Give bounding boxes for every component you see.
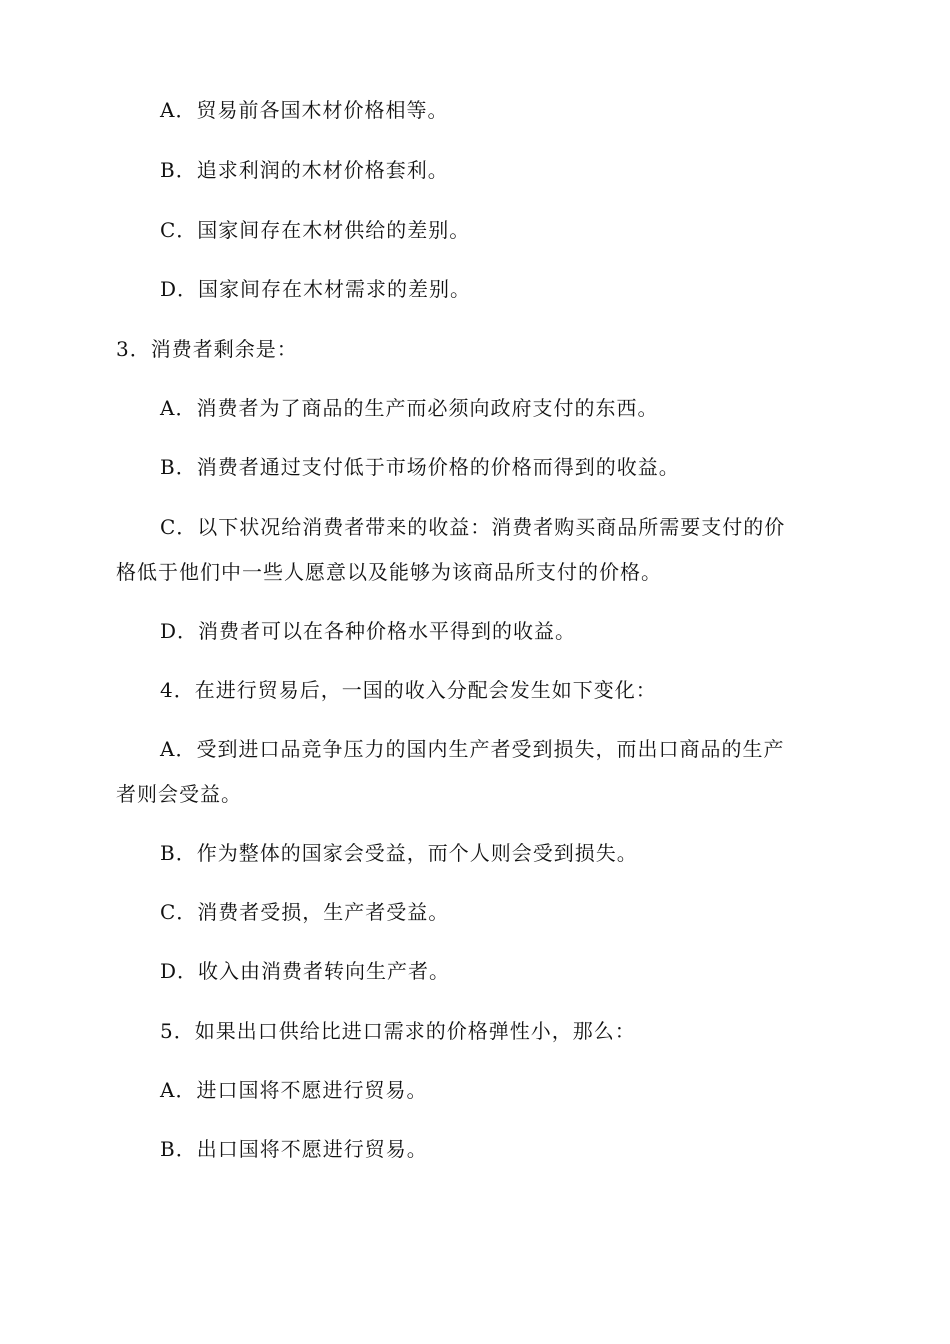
question-5-text: 5．如果出口供给比进口需求的价格弹性小，那么： <box>160 1019 636 1043</box>
option-a-text: A．进口国将不愿进行贸易。 <box>160 1078 428 1102</box>
option-b-text: B．追求利润的木材价格套利。 <box>160 158 449 182</box>
option-c-text: C．国家间存在木材供给的差别。 <box>160 218 471 242</box>
option-c-continuation: 格低于他们中一些人愿意以及能够为该商品所支付的价格。 <box>116 560 662 584</box>
option-b-text: B．消费者通过支付低于市场价格的价格而得到的收益。 <box>160 455 680 479</box>
option-b-text: B．作为整体的国家会受益，而个人则会受到损失。 <box>160 841 638 865</box>
option-d-text: D．国家间存在木材需求的差别。 <box>160 277 472 301</box>
option-b-text: B．出口国将不愿进行贸易。 <box>160 1137 428 1161</box>
option-a-text: A．贸易前各国木材价格相等。 <box>160 98 449 122</box>
option-a-text: A．消费者为了商品的生产而必须向政府支付的东西。 <box>160 396 659 420</box>
option-c-text: C．消费者受损，生产者受益。 <box>160 900 450 924</box>
option-d-text: D．消费者可以在各种价格水平得到的收益。 <box>160 619 577 643</box>
question-3-text: 3．消费者剩余是： <box>116 337 298 361</box>
option-a-text: A．受到进口品竞争压力的国内生产者受到损失，而出口商品的生产 <box>160 737 785 761</box>
option-a-continuation: 者则会受益。 <box>116 782 242 806</box>
question-4-text: 4．在进行贸易后，一国的收入分配会发生如下变化： <box>160 678 657 702</box>
option-d-text: D．收入由消费者转向生产者。 <box>160 959 451 983</box>
option-c-text: C．以下状况给消费者带来的收益：消费者购买商品所需要支付的价 <box>160 515 786 539</box>
